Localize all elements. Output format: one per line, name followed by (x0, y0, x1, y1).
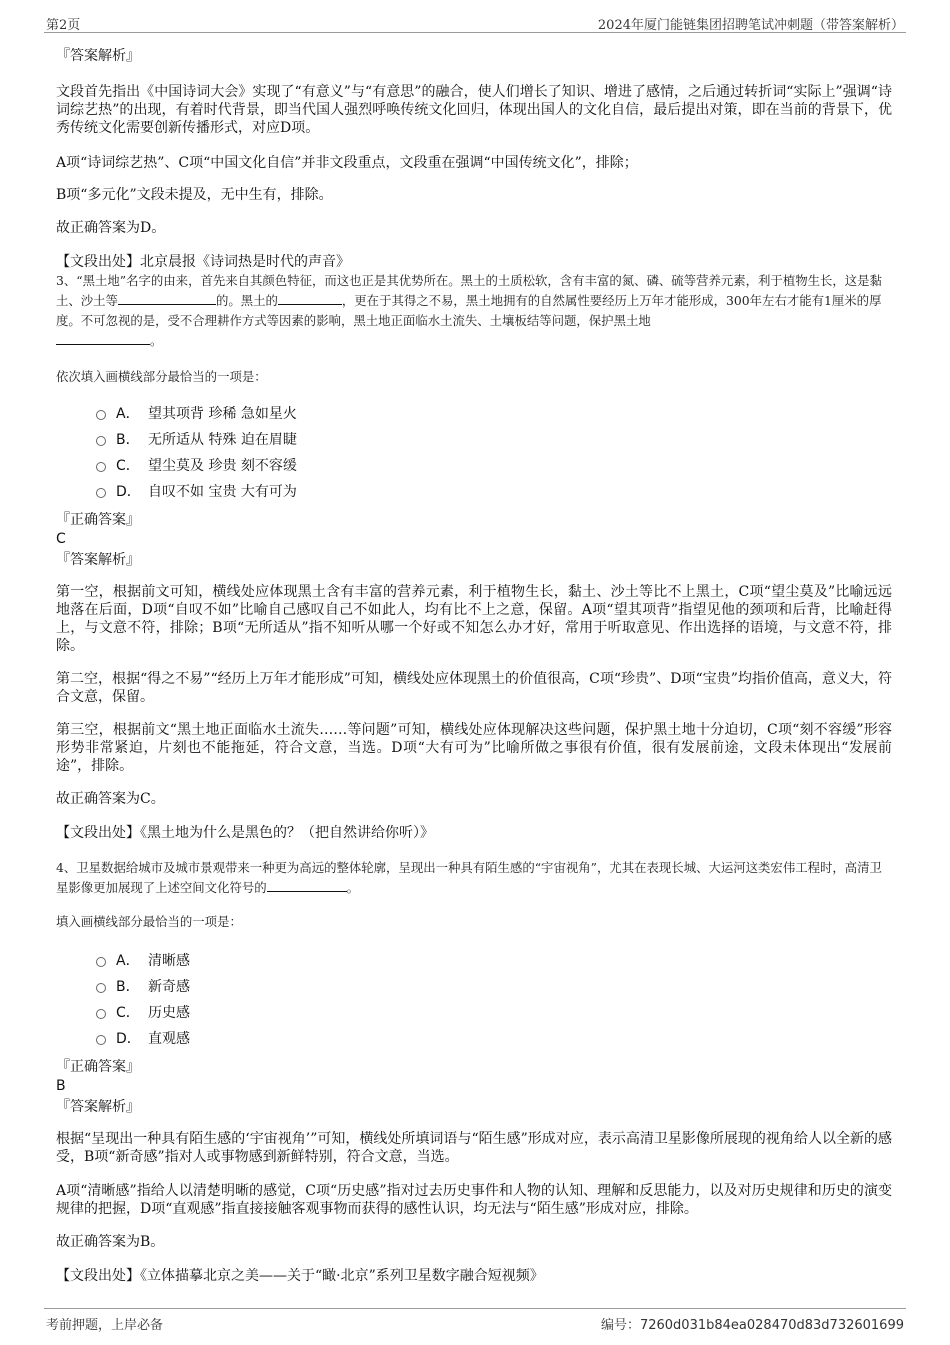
option-key: B． (116, 979, 140, 995)
q3-stem-part2: 的。黑土的 (215, 293, 278, 308)
q4-answer-label: 『正确答案』 (56, 1059, 140, 1075)
q2-conclusion: 故正确答案为D。 (56, 220, 166, 236)
radio-icon[interactable] (96, 1035, 106, 1045)
q3-blank-1 (118, 292, 216, 305)
q3-option-d[interactable] (96, 478, 892, 504)
document-code (601, 1314, 904, 1333)
q3-prompt: 依次填入画横线部分最恰当的一项是： (56, 369, 267, 384)
q4-option-b[interactable] (96, 973, 892, 999)
q3-stem-part4: 。 (150, 333, 163, 348)
q3-stem-part3: ，更在于其得之不易，黑土地拥有的自然属性要经历上万年才能形成，300年左右才能有1厘米的厚度。不可忽视的是，受不合理耕作方式等因素的影响，黑土地正面临水土流失、土壤板结等问题，保护黑土地 (56, 293, 882, 328)
page-header (44, 12, 906, 33)
radio-icon[interactable] (96, 957, 106, 967)
q2-analysis-label: 『答案解析』 (56, 48, 140, 64)
q4-stem-part1: 4、卫星数据给城市及城市景观带来一种更为高远的整体轮廓，呈现出一种具有陌生感的“宇宙视角”，尤其在表现长城、大运河这类宏伟工程时，高清卫星影像更加展现了上述空间文化符号的 (56, 860, 882, 895)
q3-analysis-para3: 第三空，根据前文“黑土地正面临水土流失……等问题”可知，横线处应体现解决这些问题，保护黑土地十分迫切，C项“刻不容缓”形容形势非常紧迫，片刻也不能拖延，符合文意，当选。D项“大有可为”比喻所做之事很有价值，很有发展前途，文段未体现出“发展前途”，排除。 (56, 722, 892, 774)
q3-source: 【文段出处】《黑土地为什么是黑色的？（把自然讲给你听）》 (56, 825, 434, 841)
q3-blank-3 (56, 332, 150, 345)
option-key: A． (116, 953, 140, 969)
q3-option-a[interactable] (96, 400, 892, 426)
option-key: A． (116, 406, 140, 422)
option-key: B． (116, 432, 140, 448)
q3-option-b[interactable] (96, 426, 892, 452)
q3-options (56, 400, 892, 504)
q4-blank (267, 879, 347, 892)
document-code-label: 编号： (600, 1318, 640, 1333)
radio-icon[interactable] (96, 462, 106, 472)
option-text: 望尘莫及 珍贵 刻不容缓 (148, 458, 297, 474)
q3-analysis-label: 『答案解析』 (56, 552, 140, 568)
option-text: 历史感 (148, 1005, 190, 1021)
radio-icon[interactable] (96, 1009, 106, 1019)
page-number: 第2页 (46, 18, 81, 33)
q4-stem-part2: 。 (346, 880, 360, 895)
radio-icon[interactable] (96, 436, 106, 446)
option-text: 自叹不如 宝贵 大有可为 (148, 484, 297, 500)
q4-answer: B (56, 1078, 66, 1094)
option-text: 直观感 (148, 1031, 190, 1047)
q3-option-c[interactable] (96, 452, 892, 478)
q4-option-a[interactable] (96, 947, 892, 973)
q4-source: 【文段出处】《立体描摹北京之美——关于“瞰·北京”系列卫星数字融合短视频》 (56, 1268, 544, 1284)
footer-slogan: 考前押题，上岸必备 (46, 1318, 164, 1333)
option-key: C． (116, 1005, 140, 1021)
option-key: C． (116, 458, 140, 474)
document-title: 2024年厦门能链集团招聘笔试冲刺题（带答案解析） (597, 18, 904, 33)
option-text: 新奇感 (148, 979, 190, 995)
radio-icon[interactable] (96, 983, 106, 993)
option-text: 无所适从 特殊 迫在眉睫 (148, 432, 297, 448)
q3-answer-label: 『正确答案』 (56, 512, 140, 528)
page-footer (44, 1308, 906, 1331)
q3-analysis-para2: 第二空，根据“得之不易”“经历上万年才能形成”可知，横线处应体现黑土的价值很高，C项“珍贵”、D项“宝贵”均指价值高，意义大，符合文意，保留。 (56, 671, 892, 705)
option-text: 清晰感 (148, 953, 190, 969)
option-key: D． (116, 1031, 141, 1047)
q4-analysis-para2: A项“清晰感”指给人以清楚明晰的感觉，C项“历史感”指对过去历史事件和人物的认知、理解和反思能力，以及对历史规律和历史的演变规律的把握，D项“直观感”指直接接触客观事物而获得的感性认识，均无法与“陌生感”形成对应，排除。 (56, 1183, 892, 1217)
q3-analysis-para1: 第一空，根据前文可知，横线处应体现黑土含有丰富的营养元素，利于植物生长，黏土、沙土等比不上黑土，C项“望尘莫及”比喻远远地落在后面，D项“自叹不如”比喻自己感叹自己不如此人，均有比不上之意，保留。A项“望其项背”指望见他的颈项和后背，比喻赶得上，与文意不符，排除；B项“无所适从”指不知听从哪一个好或不知怎么办才好，常用于听取意见、作出选择的语境，与文意不符，排除。 (56, 584, 892, 654)
q3-stem (56, 271, 892, 351)
document-code-value: 7260d031b84ea028470d83d732601699 (639, 1318, 904, 1333)
q2-analysis-para3: B项“多元化”文段未提及，无中生有，排除。 (56, 187, 333, 203)
q4-conclusion: 故正确答案为B。 (56, 1234, 165, 1250)
q2-analysis-para1: 文段首先指出《中国诗词大会》实现了“有意义”与“有意思”的融合，使人们增长了知识、增进了感情，之后通过转折词“实际上”强调“诗词综艺热”的出现，有着时代背景，即当代国人强烈呼唤传统文化回归，体现出国人的文化自信，最后提出对策，即在当前的背景下，优秀传统文化需要创新传播形式，对应D项。 (56, 84, 892, 136)
q2-analysis-para2: A项“诗词综艺热”、C项“中国文化自信”并非文段重点，文段重在强调“中国传统文化”，排除； (56, 155, 638, 171)
q3-conclusion: 故正确答案为C。 (56, 791, 165, 807)
q3-answer: C (56, 531, 66, 547)
q2-source: 【文段出处】北京晨报《诗词热是时代的声音》 (56, 254, 350, 270)
radio-icon[interactable] (96, 410, 106, 420)
q4-options (56, 947, 892, 1051)
q3-stem-part1: 3、“黑土地”名字的由来，首先来自其颜色特征，而这也正是其优势所在。黑土的土质松软，含有丰富的氮、磷、硫等营养元素，利于植物生长，这是黏土、沙土等 (56, 273, 882, 308)
page-content (56, 44, 892, 1285)
option-key: D． (116, 484, 141, 500)
q4-option-c[interactable] (96, 999, 892, 1025)
q3-blank-2 (278, 292, 342, 305)
q4-prompt: 填入画横线部分最恰当的一项是： (56, 914, 242, 929)
q4-analysis-label: 『答案解析』 (56, 1099, 140, 1115)
q4-analysis-para1: 根据“呈现出一种具有陌生感的‘宇宙视角’”可知，横线处所填词语与“陌生感”形成对应，表示高清卫星影像所展现的视角给人以全新的感受，B项“新奇感”指对人或事物感到新鲜特别，符合文意，当选。 (56, 1131, 892, 1165)
q4-stem (56, 858, 892, 898)
q4-option-d[interactable] (96, 1025, 892, 1051)
option-text: 望其项背 珍稀 急如星火 (148, 406, 297, 422)
radio-icon[interactable] (96, 488, 106, 498)
